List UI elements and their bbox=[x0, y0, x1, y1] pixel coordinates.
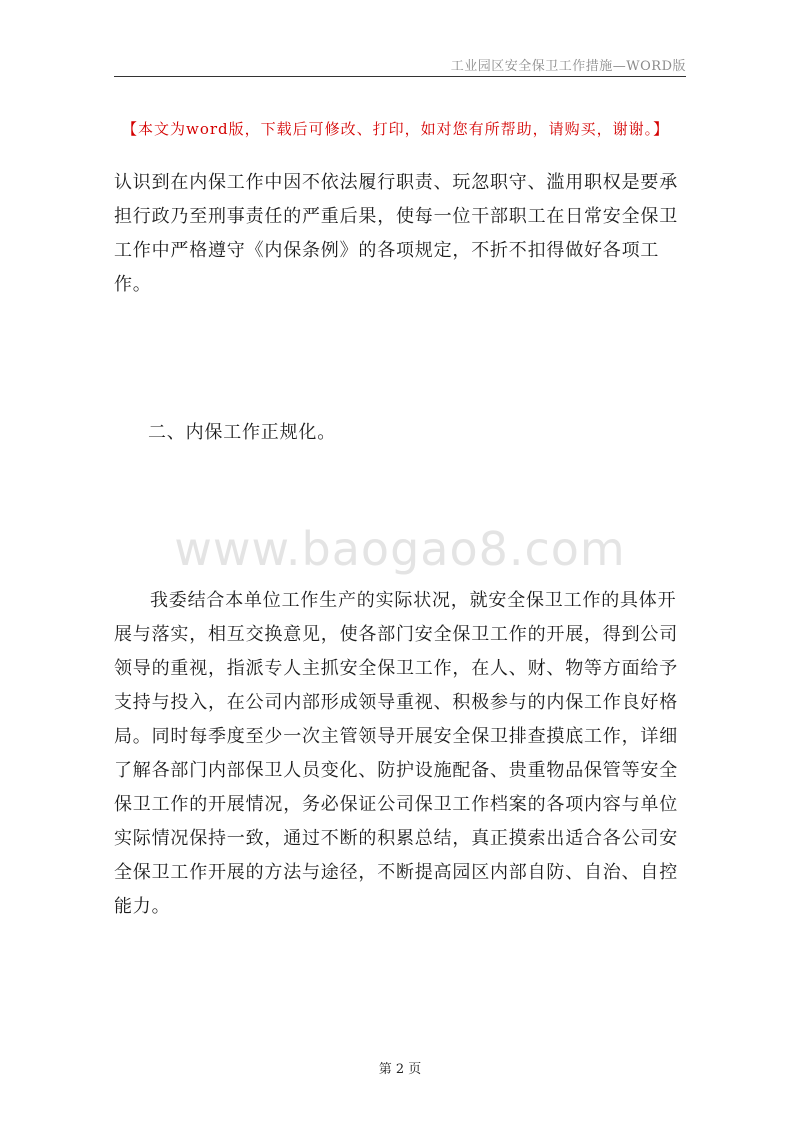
page-number: 第 2 页 bbox=[378, 1062, 422, 1077]
body-paragraph-1: 认识到在内保工作中因不依法履行职责、玩忽职守、滥用职权是要承担行政乃至刑事责任的严重后果，使每一位干部职工在日常安全保卫工作中严格遵守《内保条例》的各项规定，不折不扣得做好各项工作。 bbox=[114, 172, 678, 295]
header-rule bbox=[114, 76, 686, 77]
watermark: www.baogao8.com bbox=[174, 522, 626, 576]
header-title: 工业园区安全保卫工作措施—WORD版 bbox=[450, 59, 686, 74]
download-notice: 【本文为word版，下载后可修改、打印，如对您有所帮助，请购买，谢谢。】 bbox=[122, 120, 670, 138]
body-paragraph-2: 我委结合本单位工作生产的实际状况，就安全保卫工作的具体开展与落实，相互交换意见，使各部门安全保卫工作的开展，得到公司领导的重视，指派专人主抓安全保卫工作，在人、财、物等方面给予支持与投入，在公司内部形成领导重视、积极参与的内保工作良好格局。同时每季度至少一次主管领导开展安全保卫排查摸底工作，详细了解各部门内部保卫人员变化、防护设施配备、贵重物品保管等安全保卫工作的开展情况，务必保证公司保卫工作档案的各项内容与单位实际情况保持一致，通过不断的积累总结，真正摸索出适合各公司安全保卫工作开展的方法与途径，不断提高园区内部自防、自治、自控能力。 bbox=[114, 590, 678, 917]
section-heading: 二、内保工作正规化。 bbox=[148, 422, 336, 443]
